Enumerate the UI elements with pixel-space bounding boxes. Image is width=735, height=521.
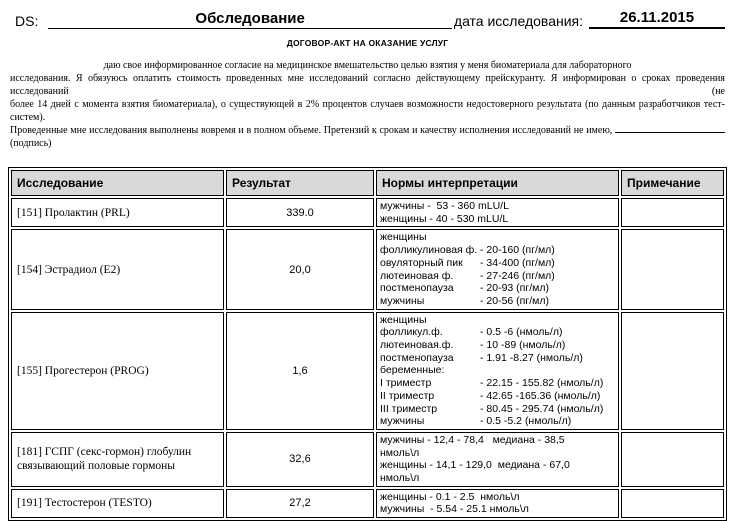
table-row [11, 198, 724, 227]
consent-line-3: более 14 дней с момента взятия биоматериала), о существующей в 2% процентов случаев возможности недостоверного результата (по данным разработчиков тест-систем). [10, 99, 725, 123]
norm-line: нмоль\л [380, 472, 420, 485]
consent-line-4-text: Проведенные мне исследования выполнены вовремя и в полном объеме. Претензий к срокам и качеству исполнения исследований не имею, [10, 125, 613, 136]
norm-label: II триместр [380, 389, 435, 402]
norm-label: мужчины [380, 415, 425, 428]
norm-value: - 10 -89 (нмоль/л) [480, 339, 566, 352]
norm-line [380, 244, 615, 257]
norm-line: нмоль\л [380, 446, 420, 459]
norm-line: беременные: [380, 364, 445, 377]
signature-field [615, 124, 725, 133]
results-table [8, 167, 727, 521]
norm-line [380, 295, 615, 308]
norm-value: - 80.45 - 295.74 (нмоль/л) [480, 402, 604, 415]
table-row [11, 229, 724, 309]
norm-line: мужчины - 5.54 - 25.1 нмоль\л [380, 503, 529, 516]
consent-paragraph [10, 59, 725, 150]
norm-line [380, 270, 615, 283]
contract-title: ДОГОВОР-АКТ НА ОКАЗАНИЕ УСЛУГ [286, 38, 449, 48]
norm-value: - 34-400 (пг/мл) [480, 256, 555, 269]
norm-value: - 20-160 (пг/мл) [480, 244, 555, 257]
result-value-cell: 339.0 [226, 198, 374, 227]
norm-label: фолликул.ф. [380, 326, 443, 339]
norm-line: женщины - 0.1 - 2.5 нмоль\л [380, 490, 520, 503]
norm-line: женщины - 14,1 - 129,0 медиана - 67,0 [380, 459, 570, 472]
norms-cell [376, 312, 619, 430]
table-row [11, 432, 724, 487]
results-tbody [11, 198, 724, 518]
signature-label: (подпись) [10, 138, 52, 149]
norm-label: постменопауза [380, 351, 454, 364]
norms-cell [376, 489, 619, 518]
norm-line [380, 257, 615, 270]
norm-value: - 0.5 -6 (нмоль/л) [480, 326, 563, 339]
exam-title: Обследование [195, 10, 305, 27]
exam-title-field [48, 10, 452, 29]
consent-line-2: исследования. Я обязуюсь оплатить стоимость проведенных мне исследований согласно действующему прейскуранту. Я информирован о сроках проведения исследований (не [10, 73, 725, 97]
norm-value: - 20-56 (пг/мл) [480, 294, 549, 307]
test-name-cell: [181] ГСПГ (секс-гормон) глобулин связывающий половые гормоны [11, 432, 224, 487]
norm-line [380, 326, 615, 339]
norm-value: - 0.5 -5.2 (нмоль/л) [480, 415, 572, 428]
norms-cell [376, 229, 619, 309]
date-label: дата исследования: [453, 13, 583, 29]
result-value-cell: 20,0 [226, 229, 374, 309]
result-value-cell: 32,6 [226, 432, 374, 487]
note-cell [621, 229, 724, 309]
norm-line: мужчины - 12,4 - 78,4 медиана - 38,5 [380, 433, 565, 446]
note-cell [621, 198, 724, 227]
document-header-row [15, 9, 725, 29]
column-header-test: Исследование [11, 170, 224, 196]
norms-cell [376, 432, 619, 487]
consent-line-4 [10, 124, 725, 150]
norm-label: I триместр [380, 377, 432, 390]
consent-line-1: даю свое информированное согласие на медицинское вмешательство целью взятия у меня биоматериала для лабораторного [103, 60, 632, 71]
test-name-cell: [155] Прогестерон (PROG) [11, 312, 224, 430]
norm-line [380, 282, 615, 295]
column-header-note: Примечание [621, 170, 724, 196]
norm-value: - 42.65 -165.36 (нмоль/л) [480, 389, 601, 402]
norm-value: - 20-93 (пг/мл) [480, 282, 549, 295]
norms-cell [376, 198, 619, 227]
result-value-cell: 27,2 [226, 489, 374, 518]
norm-line [380, 377, 615, 390]
column-header-norms: Нормы интерпретации [376, 170, 619, 196]
norm-line [380, 339, 615, 352]
note-cell [621, 432, 724, 487]
ds-label: DS: [15, 13, 39, 29]
norm-label: овуляторный пик [380, 256, 463, 269]
date-field [589, 9, 725, 29]
norm-line [380, 403, 615, 416]
norm-label: лютеиновая.ф. [380, 339, 454, 352]
norm-value: - 22.15 - 155.82 (нмоль/л) [480, 377, 604, 390]
norm-label: III триместр [380, 402, 438, 415]
norm-value: - 27-246 (пг/мл) [480, 269, 555, 282]
norm-line [380, 415, 615, 428]
table-header-row [11, 170, 724, 196]
norm-line [380, 390, 615, 403]
date-value: 26.11.2015 [619, 9, 695, 26]
test-name-cell: [154] Эстрадиол (E2) [11, 229, 224, 309]
norm-line: женщины - 40 - 530 mLU/L [380, 212, 509, 225]
test-name-cell: [191] Тестостерон (TESTO) [11, 489, 224, 518]
note-cell [621, 489, 724, 518]
norm-label: мужчины [380, 294, 425, 307]
norm-line: мужчины - 53 - 360 mLU/L [380, 200, 509, 212]
norm-line [380, 352, 615, 365]
norm-line: женщины [380, 313, 427, 326]
note-cell [621, 312, 724, 430]
column-header-result: Результат [226, 170, 374, 196]
table-row [11, 312, 724, 430]
table-row [11, 489, 724, 518]
norm-label: фолликулиновая ф. [380, 244, 478, 257]
test-name-cell: [151] Пролактин (PRL) [11, 198, 224, 227]
norm-label: постменопауза [380, 282, 454, 295]
norm-value: - 1.91 -8.27 (нмоль/л) [480, 351, 583, 364]
norm-line: женщины [380, 231, 427, 244]
norm-label: лютеиновая ф. [380, 269, 454, 282]
result-value-cell: 1,6 [226, 312, 374, 430]
